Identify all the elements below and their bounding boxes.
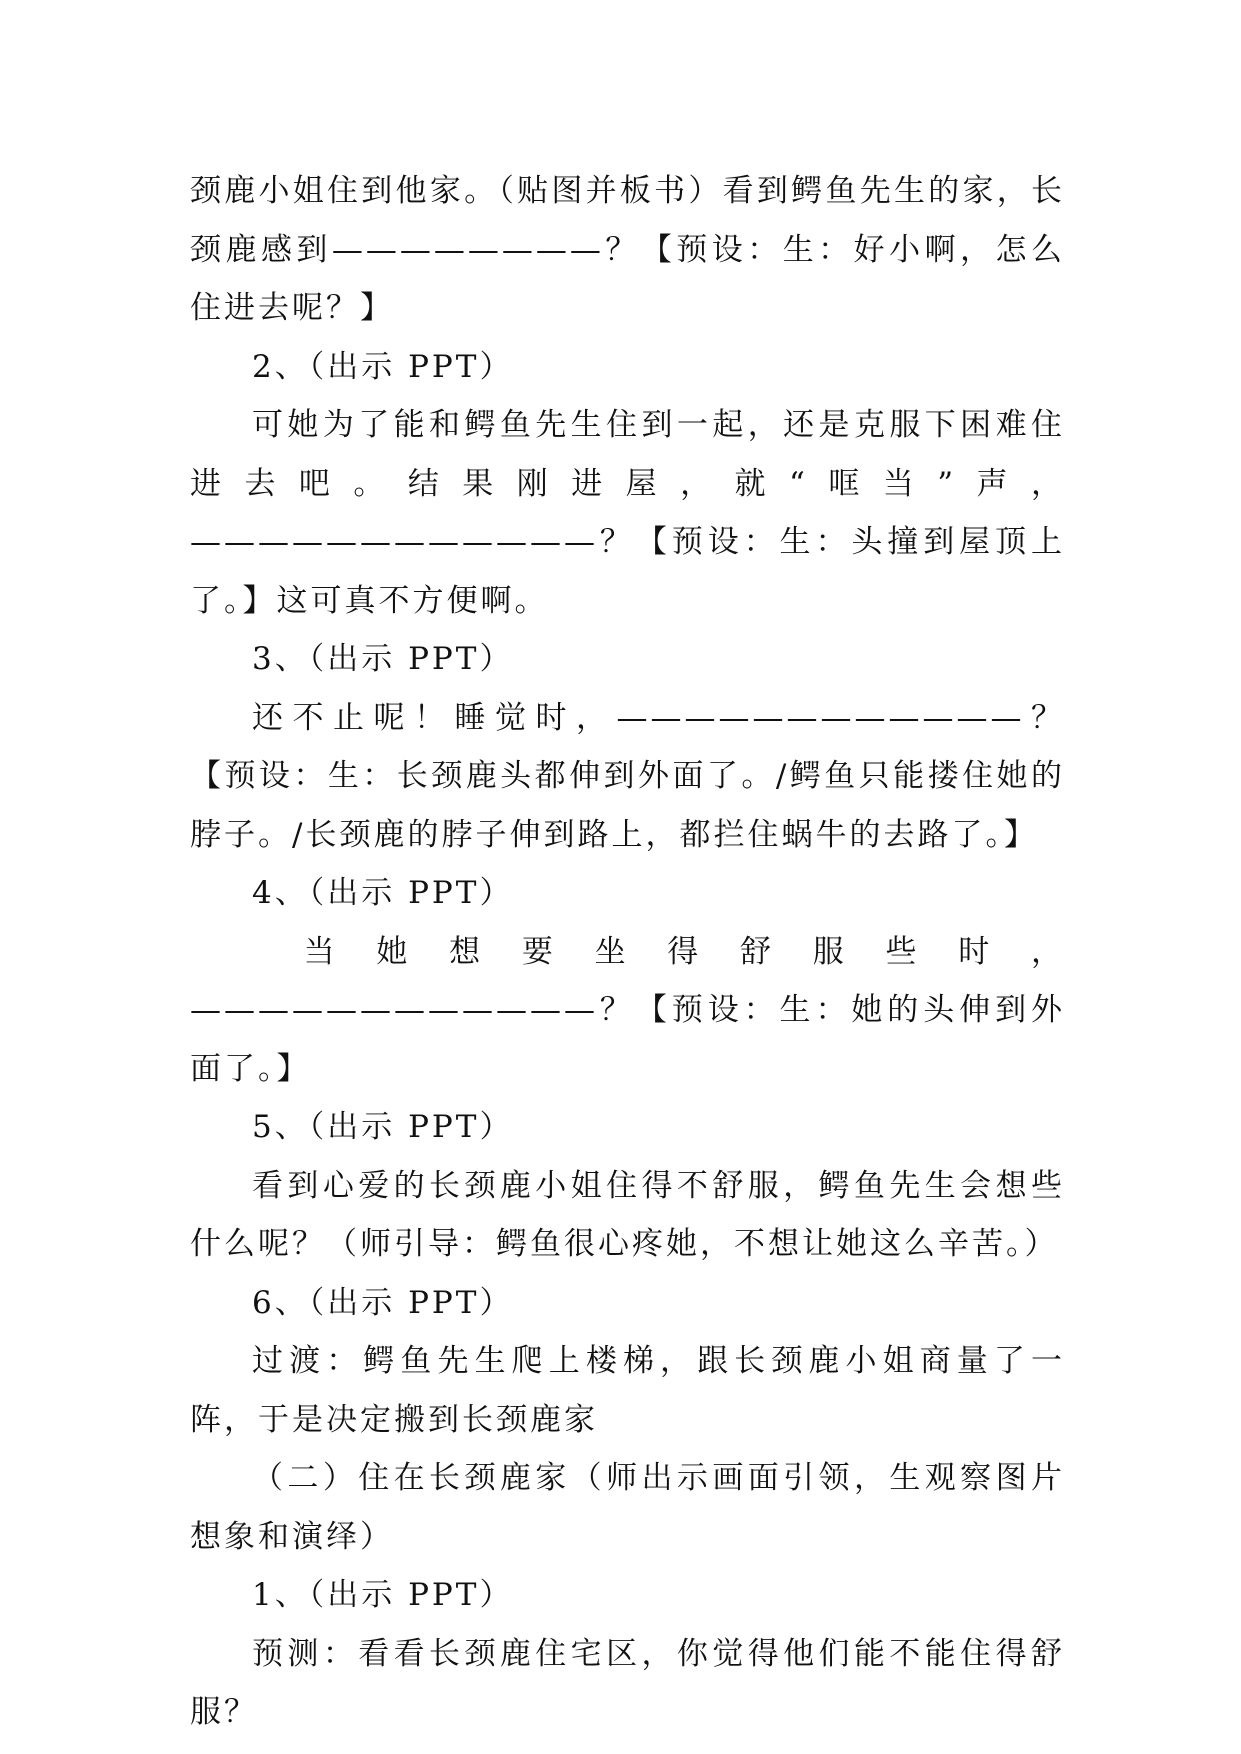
step-heading-6: 6、（出示 PPT）: [252, 1284, 514, 1321]
section-heading: （二）住在长颈鹿家（师出示画面引领，生观察图片想象和演绎）: [190, 1460, 1065, 1555]
step-heading-5: 5、（出示 PPT）: [252, 1109, 514, 1145]
step-heading-1: 1、（出示 PPT）: [252, 1577, 514, 1613]
step-heading-2: 2、（出示 PPT）: [252, 348, 514, 385]
step-heading-3: 3、（出示 PPT）: [252, 641, 514, 677]
document-body: [190, 162, 1065, 1742]
paragraph-continuation: 颈鹿小姐住到他家。（贴图并板书）看到鳄鱼先生的家，长颈鹿感到————————？【预设：生：好小啊，怎么住进去呢？】: [190, 173, 1065, 326]
paragraph-step-5: 看到心爱的长颈鹿小姐住得不舒服，鳄鱼先生会想些什么呢？（师引导：鳄鱼很心疼她，不想让她这么辛苦。）: [190, 1167, 1065, 1262]
paragraph-step-4: 当她想要坐得舒服些时，————————————？【预设：生：她的头伸到外面了。】: [190, 933, 1066, 1087]
paragraph-step-3: 还不止呢！睡觉时，————————————？【预设：生：长颈鹿头都伸到外面了。/鳄鱼只能搂住她的脖子。/长颈鹿的脖子伸到路上，都拦住蜗牛的去路了。】: [190, 699, 1065, 853]
paragraph-prediction: 预测：看看长颈鹿住宅区，你觉得他们能不能住得舒服？: [190, 1635, 1065, 1730]
paragraph-step-2: 可她为了能和鳄鱼先生住到一起，还是克服下困难住进去吧。结果刚进屋，就“哐当”声，————————————？【预设：生：头撞到屋顶上了。】这可真不方便啊。: [190, 407, 1065, 619]
paragraph-transition: 过渡：鳄鱼先生爬上楼梯，跟长颈鹿小姐商量了一阵，于是决定搬到长颈鹿家: [190, 1343, 1065, 1438]
step-heading-4: 4、（出示 PPT）: [252, 875, 514, 911]
